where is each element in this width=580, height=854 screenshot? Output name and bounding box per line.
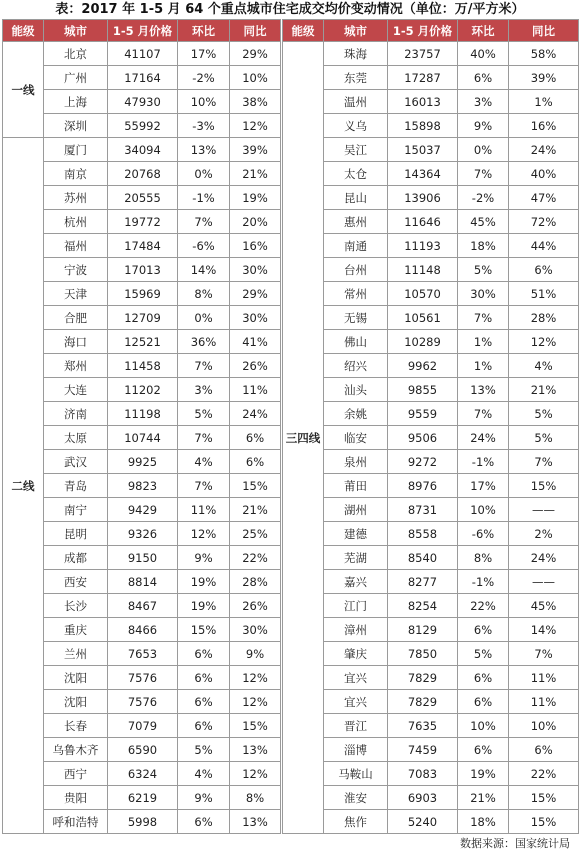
price-cell: 15037 (388, 138, 458, 162)
city-cell: 大连 (44, 378, 108, 402)
yoy-cell: 1% (509, 90, 579, 114)
mom-cell: 8% (458, 546, 509, 570)
yoy-cell: 30% (230, 258, 281, 282)
mom-cell: 19% (458, 762, 509, 786)
city-cell: 无锡 (324, 306, 388, 330)
mom-cell: 6% (178, 690, 230, 714)
yoy-cell: 5% (509, 426, 579, 450)
price-cell: 6590 (108, 738, 178, 762)
yoy-cell: 11% (509, 690, 579, 714)
yoy-cell: 5% (509, 402, 579, 426)
yoy-cell: 13% (230, 810, 281, 834)
city-cell: 惠州 (324, 210, 388, 234)
city-cell: 莆田 (324, 474, 388, 498)
yoy-cell: 58% (509, 42, 579, 66)
price-cell: 11202 (108, 378, 178, 402)
city-cell: 马鞍山 (324, 762, 388, 786)
header-price: 1-5 月价格 (388, 20, 458, 42)
price-cell: 9150 (108, 546, 178, 570)
city-cell: 余姚 (324, 402, 388, 426)
city-cell: 佛山 (324, 330, 388, 354)
mom-cell: 10% (178, 90, 230, 114)
yoy-cell: 8% (230, 786, 281, 810)
yoy-cell: 16% (509, 114, 579, 138)
price-cell: 11148 (388, 258, 458, 282)
yoy-cell: 47% (509, 186, 579, 210)
price-cell: 9326 (108, 522, 178, 546)
mom-cell: 6% (178, 810, 230, 834)
city-cell: 宜兴 (324, 666, 388, 690)
city-cell: 兰州 (44, 642, 108, 666)
mom-cell: 4% (178, 450, 230, 474)
city-cell: 常州 (324, 282, 388, 306)
price-cell: 7850 (388, 642, 458, 666)
price-cell: 7829 (388, 690, 458, 714)
city-cell: 成都 (44, 546, 108, 570)
mom-cell: 7% (178, 354, 230, 378)
price-cell: 20768 (108, 162, 178, 186)
city-cell: 天津 (44, 282, 108, 306)
mom-cell: -3% (178, 114, 230, 138)
mom-cell: 13% (178, 138, 230, 162)
price-cell: 34094 (108, 138, 178, 162)
tier-cell: 三四线 (283, 42, 324, 834)
yoy-cell: 28% (509, 306, 579, 330)
city-cell: 西宁 (44, 762, 108, 786)
yoy-cell: 28% (230, 570, 281, 594)
yoy-cell: 10% (230, 66, 281, 90)
city-cell: 广州 (44, 66, 108, 90)
mom-cell: 1% (458, 354, 509, 378)
price-cell: 7653 (108, 642, 178, 666)
city-cell: 太仓 (324, 162, 388, 186)
city-cell: 沈阳 (44, 690, 108, 714)
mom-cell: 0% (178, 306, 230, 330)
yoy-cell: 10% (509, 714, 579, 738)
yoy-cell: 39% (509, 66, 579, 90)
mom-cell: -2% (178, 66, 230, 90)
city-cell: 淮安 (324, 786, 388, 810)
mom-cell: 6% (458, 618, 509, 642)
city-cell: 珠海 (324, 42, 388, 66)
mom-cell: 6% (458, 738, 509, 762)
price-cell: 9272 (388, 450, 458, 474)
mom-cell: 1% (458, 330, 509, 354)
city-cell: 临安 (324, 426, 388, 450)
price-cell: 8558 (388, 522, 458, 546)
city-cell: 湖州 (324, 498, 388, 522)
price-cell: 12521 (108, 330, 178, 354)
header-tier: 能级 (283, 20, 324, 42)
mom-cell: 6% (458, 666, 509, 690)
yoy-cell: 24% (509, 138, 579, 162)
mom-cell: 6% (458, 66, 509, 90)
mom-cell: 10% (458, 498, 509, 522)
price-cell: 11193 (388, 234, 458, 258)
mom-cell: 0% (458, 138, 509, 162)
price-cell: 12709 (108, 306, 178, 330)
yoy-cell: 45% (509, 594, 579, 618)
mom-cell: 3% (178, 378, 230, 402)
mom-cell: 8% (178, 282, 230, 306)
city-cell: 晋江 (324, 714, 388, 738)
mom-cell: 5% (458, 258, 509, 282)
city-cell: 福州 (44, 234, 108, 258)
city-cell: 南京 (44, 162, 108, 186)
yoy-cell: 11% (230, 378, 281, 402)
yoy-cell: 20% (230, 210, 281, 234)
yoy-cell: 41% (230, 330, 281, 354)
yoy-cell: 9% (230, 642, 281, 666)
price-cell: 15969 (108, 282, 178, 306)
mom-cell: 18% (458, 810, 509, 834)
price-cell: 15898 (388, 114, 458, 138)
yoy-cell: 11% (509, 666, 579, 690)
mom-cell: 10% (458, 714, 509, 738)
price-cell: 6903 (388, 786, 458, 810)
price-cell: 17013 (108, 258, 178, 282)
price-cell: 10744 (108, 426, 178, 450)
yoy-cell: 26% (230, 594, 281, 618)
city-cell: 济南 (44, 402, 108, 426)
yoy-cell: 22% (230, 546, 281, 570)
mom-cell: 45% (458, 210, 509, 234)
yoy-cell: 39% (230, 138, 281, 162)
mom-cell: 7% (458, 402, 509, 426)
yoy-cell: 21% (230, 498, 281, 522)
yoy-cell: 25% (230, 522, 281, 546)
mom-cell: 13% (458, 378, 509, 402)
mom-cell: 0% (178, 162, 230, 186)
mom-cell: 7% (178, 426, 230, 450)
yoy-cell: 38% (230, 90, 281, 114)
mom-cell: 5% (178, 402, 230, 426)
city-cell: 淄博 (324, 738, 388, 762)
price-table (2, 19, 579, 834)
yoy-cell: 15% (509, 786, 579, 810)
price-cell: 17164 (108, 66, 178, 90)
price-cell: 17484 (108, 234, 178, 258)
price-cell: 10289 (388, 330, 458, 354)
yoy-cell: 40% (509, 162, 579, 186)
price-cell: 8467 (108, 594, 178, 618)
city-cell: 呼和浩特 (44, 810, 108, 834)
price-cell: 10570 (388, 282, 458, 306)
price-cell: 9823 (108, 474, 178, 498)
city-cell: 南宁 (44, 498, 108, 522)
price-cell: 8277 (388, 570, 458, 594)
price-cell: 8976 (388, 474, 458, 498)
yoy-cell: 2% (509, 522, 579, 546)
yoy-cell: 12% (230, 666, 281, 690)
price-cell: 17287 (388, 66, 458, 90)
city-cell: 宜兴 (324, 690, 388, 714)
yoy-cell: 15% (509, 474, 579, 498)
header-tier: 能级 (3, 20, 44, 42)
city-cell: 重庆 (44, 618, 108, 642)
price-cell: 7079 (108, 714, 178, 738)
city-cell: 温州 (324, 90, 388, 114)
price-cell: 8254 (388, 594, 458, 618)
mom-cell: 6% (178, 714, 230, 738)
header-mom: 环比 (458, 20, 509, 42)
mom-cell: 6% (458, 690, 509, 714)
price-cell: 47930 (108, 90, 178, 114)
city-cell: 长沙 (44, 594, 108, 618)
city-cell: 绍兴 (324, 354, 388, 378)
price-cell: 7083 (388, 762, 458, 786)
city-cell: 昆明 (44, 522, 108, 546)
tier-cell: 二线 (3, 138, 44, 834)
price-cell: 7576 (108, 690, 178, 714)
mom-cell: 17% (178, 42, 230, 66)
mom-cell: 21% (458, 786, 509, 810)
mom-cell: 9% (178, 786, 230, 810)
header-yoy: 同比 (509, 20, 579, 42)
city-cell: 沈阳 (44, 666, 108, 690)
yoy-cell: 15% (230, 714, 281, 738)
price-cell: 9855 (388, 378, 458, 402)
city-cell: 汕头 (324, 378, 388, 402)
mom-cell: 7% (178, 210, 230, 234)
yoy-cell: 21% (509, 378, 579, 402)
mom-cell: 9% (458, 114, 509, 138)
mom-cell: -2% (458, 186, 509, 210)
mom-cell: 19% (178, 594, 230, 618)
price-cell: 20555 (108, 186, 178, 210)
price-cell: 16013 (388, 90, 458, 114)
city-cell: 昆山 (324, 186, 388, 210)
header-city: 城市 (44, 20, 108, 42)
yoy-cell: 19% (230, 186, 281, 210)
yoy-cell: 30% (230, 306, 281, 330)
header-mom: 环比 (178, 20, 230, 42)
yoy-cell: 7% (509, 642, 579, 666)
city-cell: 吴江 (324, 138, 388, 162)
mom-cell: 6% (178, 666, 230, 690)
yoy-cell: 6% (509, 738, 579, 762)
mom-cell: 22% (458, 594, 509, 618)
price-cell: 11458 (108, 354, 178, 378)
mom-cell: 9% (178, 546, 230, 570)
mom-cell: -6% (458, 522, 509, 546)
mom-cell: 40% (458, 42, 509, 66)
city-cell: 焦作 (324, 810, 388, 834)
mom-cell: 7% (178, 474, 230, 498)
price-cell: 23757 (388, 42, 458, 66)
price-cell: 9559 (388, 402, 458, 426)
price-cell: 14364 (388, 162, 458, 186)
tier-cell: 一线 (3, 42, 44, 138)
city-cell: 建德 (324, 522, 388, 546)
price-cell: 6219 (108, 786, 178, 810)
mom-cell: 7% (458, 162, 509, 186)
price-cell: 41107 (108, 42, 178, 66)
table-title: 表：2017 年 1-5 月 64 个重点城市住宅成交均价变动情况（单位：万/平方米） (55, 2, 525, 17)
city-cell: 郑州 (44, 354, 108, 378)
city-cell: 太原 (44, 426, 108, 450)
price-cell: 9925 (108, 450, 178, 474)
yoy-cell: 4% (509, 354, 579, 378)
mom-cell: 3% (458, 90, 509, 114)
mom-cell: 11% (178, 498, 230, 522)
city-cell: 长春 (44, 714, 108, 738)
price-cell: 8540 (388, 546, 458, 570)
city-cell: 南通 (324, 234, 388, 258)
mom-cell: -6% (178, 234, 230, 258)
price-cell: 6324 (108, 762, 178, 786)
price-cell: 8129 (388, 618, 458, 642)
price-cell: 7635 (388, 714, 458, 738)
city-cell: 台州 (324, 258, 388, 282)
price-cell: 10561 (388, 306, 458, 330)
yoy-cell: 12% (230, 762, 281, 786)
header-row (3, 20, 579, 42)
mom-cell: 24% (458, 426, 509, 450)
yoy-cell: 15% (509, 810, 579, 834)
city-cell: 漳州 (324, 618, 388, 642)
header-yoy: 同比 (230, 20, 281, 42)
yoy-cell: 12% (230, 690, 281, 714)
city-cell: 贵阳 (44, 786, 108, 810)
yoy-cell: 15% (230, 474, 281, 498)
yoy-cell: —— (509, 570, 579, 594)
city-cell: 青岛 (44, 474, 108, 498)
yoy-cell: 12% (230, 114, 281, 138)
city-cell: 上海 (44, 90, 108, 114)
city-cell: 海口 (44, 330, 108, 354)
price-cell: 9429 (108, 498, 178, 522)
city-cell: 嘉兴 (324, 570, 388, 594)
yoy-cell: 16% (230, 234, 281, 258)
city-cell: 江门 (324, 594, 388, 618)
price-cell: 8731 (388, 498, 458, 522)
yoy-cell: —— (509, 498, 579, 522)
mom-cell: 14% (178, 258, 230, 282)
city-cell: 厦门 (44, 138, 108, 162)
price-cell: 11198 (108, 402, 178, 426)
mom-cell: 5% (178, 738, 230, 762)
yoy-cell: 6% (509, 258, 579, 282)
yoy-cell: 6% (230, 450, 281, 474)
mom-cell: 4% (178, 762, 230, 786)
mom-cell: 18% (458, 234, 509, 258)
table-body (3, 42, 579, 834)
city-cell: 西安 (44, 570, 108, 594)
price-cell: 19772 (108, 210, 178, 234)
city-cell: 泉州 (324, 450, 388, 474)
yoy-cell: 29% (230, 282, 281, 306)
mom-cell: 15% (178, 618, 230, 642)
yoy-cell: 29% (230, 42, 281, 66)
price-cell: 8466 (108, 618, 178, 642)
yoy-cell: 14% (509, 618, 579, 642)
mom-cell: -1% (458, 570, 509, 594)
price-cell: 5998 (108, 810, 178, 834)
price-cell: 9962 (388, 354, 458, 378)
price-cell: 8814 (108, 570, 178, 594)
mom-cell: 5% (458, 642, 509, 666)
header-price: 1-5 月价格 (108, 20, 178, 42)
yoy-cell: 6% (230, 426, 281, 450)
city-cell: 杭州 (44, 210, 108, 234)
yoy-cell: 44% (509, 234, 579, 258)
yoy-cell: 24% (230, 402, 281, 426)
city-cell: 芜湖 (324, 546, 388, 570)
yoy-cell: 30% (230, 618, 281, 642)
mom-cell: 6% (178, 642, 230, 666)
mom-cell: 30% (458, 282, 509, 306)
price-cell: 13906 (388, 186, 458, 210)
yoy-cell: 26% (230, 354, 281, 378)
price-cell: 7829 (388, 666, 458, 690)
mom-cell: 36% (178, 330, 230, 354)
mom-cell: 17% (458, 474, 509, 498)
price-cell: 9506 (388, 426, 458, 450)
mom-cell: -1% (458, 450, 509, 474)
price-cell: 5240 (388, 810, 458, 834)
data-source: 数据来源：国家统计局 (460, 837, 570, 850)
yoy-cell: 21% (230, 162, 281, 186)
table-row (3, 42, 579, 66)
city-cell: 义乌 (324, 114, 388, 138)
price-cell: 7459 (388, 738, 458, 762)
city-cell: 东莞 (324, 66, 388, 90)
yoy-cell: 13% (230, 738, 281, 762)
yoy-cell: 7% (509, 450, 579, 474)
header-city: 城市 (324, 20, 388, 42)
price-cell: 11646 (388, 210, 458, 234)
price-cell: 55992 (108, 114, 178, 138)
mom-cell: -1% (178, 186, 230, 210)
city-cell: 宁波 (44, 258, 108, 282)
yoy-cell: 24% (509, 546, 579, 570)
mom-cell: 7% (458, 306, 509, 330)
price-cell: 7576 (108, 666, 178, 690)
city-cell: 武汉 (44, 450, 108, 474)
city-cell: 苏州 (44, 186, 108, 210)
yoy-cell: 22% (509, 762, 579, 786)
yoy-cell: 51% (509, 282, 579, 306)
city-cell: 乌鲁木齐 (44, 738, 108, 762)
yoy-cell: 12% (509, 330, 579, 354)
mom-cell: 12% (178, 522, 230, 546)
city-cell: 合肥 (44, 306, 108, 330)
mom-cell: 19% (178, 570, 230, 594)
yoy-cell: 72% (509, 210, 579, 234)
city-cell: 深圳 (44, 114, 108, 138)
city-cell: 肇庆 (324, 642, 388, 666)
city-cell: 北京 (44, 42, 108, 66)
